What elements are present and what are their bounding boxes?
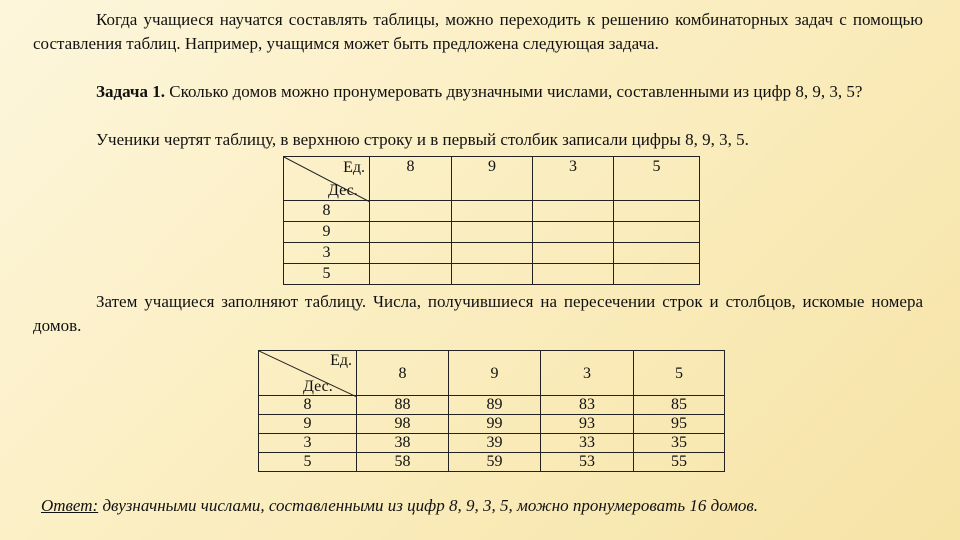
table-cell: 39	[449, 434, 541, 453]
table-cell: 35	[634, 434, 725, 453]
corner-cell	[284, 157, 370, 201]
fill-paragraph	[33, 290, 923, 338]
students-paragraph	[33, 128, 923, 152]
table-cell: 99	[449, 415, 541, 434]
table-cell	[452, 264, 533, 285]
table-cell: 89	[449, 396, 541, 415]
table-cell	[614, 222, 700, 243]
table-cell: 83	[541, 396, 634, 415]
column-header: 9	[452, 157, 533, 201]
column-header: 5	[634, 351, 725, 396]
students-text: Ученики чертят таблицу, в верхнюю строку и в первый столбик записали цифры 8, 9, 3, 5.	[96, 130, 749, 149]
fill-text: Затем учащиеся заполняют таблицу. Числа, получившиеся на пересечении строк и столбцов, искомые номера домов.	[33, 292, 923, 335]
table-cell: 53	[541, 453, 634, 472]
intro-paragraph	[33, 8, 923, 56]
table-cell	[614, 201, 700, 222]
table-cell: 98	[357, 415, 449, 434]
row-header: 3	[259, 434, 357, 453]
table-cell	[533, 243, 614, 264]
row-header: 5	[259, 453, 357, 472]
row-header: 9	[259, 415, 357, 434]
corner-units-label: Ед.	[343, 159, 365, 176]
row-header: 8	[284, 201, 370, 222]
table-cell	[370, 264, 452, 285]
table-cell: 58	[357, 453, 449, 472]
table-cell	[370, 222, 452, 243]
row-header: 8	[259, 396, 357, 415]
table-cell: 55	[634, 453, 725, 472]
table-cell	[533, 201, 614, 222]
table-cell: 95	[634, 415, 725, 434]
table-cell	[614, 264, 700, 285]
empty-table	[283, 156, 700, 285]
table-cell	[533, 264, 614, 285]
table-cell: 38	[357, 434, 449, 453]
column-header: 3	[541, 351, 634, 396]
filled-table	[258, 350, 725, 472]
corner-tens-label: Дес.	[303, 378, 333, 395]
corner-units-label: Ед.	[330, 352, 352, 369]
table-cell	[452, 243, 533, 264]
table-cell	[452, 222, 533, 243]
answer-line	[41, 496, 941, 516]
corner-cell	[259, 351, 357, 396]
corner-tens-label: Дес.	[328, 182, 358, 199]
table-cell: 59	[449, 453, 541, 472]
task-paragraph	[33, 80, 923, 104]
table-cell	[614, 243, 700, 264]
table-cell	[370, 201, 452, 222]
table-cell	[370, 243, 452, 264]
task-label: Задача 1.	[96, 82, 165, 101]
row-header: 5	[284, 264, 370, 285]
table-cell	[533, 222, 614, 243]
table-cell: 93	[541, 415, 634, 434]
column-header: 8	[370, 157, 452, 201]
table-cell: 33	[541, 434, 634, 453]
table-cell	[452, 201, 533, 222]
column-header: 3	[533, 157, 614, 201]
row-header: 3	[284, 243, 370, 264]
intro-text: Когда учащиеся научатся составлять таблицы, можно переходить к решению комбинаторных задач с помощью составления таблиц. Например, учащимся может быть предложена следующая задача.	[33, 10, 923, 53]
table-cell: 88	[357, 396, 449, 415]
column-header: 9	[449, 351, 541, 396]
row-header: 9	[284, 222, 370, 243]
column-header: 8	[357, 351, 449, 396]
answer-label: Ответ:	[41, 496, 99, 515]
answer-text: двузначными числами, составленными из цифр 8, 9, 3, 5, можно пронумеровать 16 домов.	[98, 496, 759, 515]
task-text: Сколько домов можно пронумеровать двузначными числами, составленными из цифр 8, 9, 3, 5?	[164, 82, 863, 101]
column-header: 5	[614, 157, 700, 201]
table-cell: 85	[634, 396, 725, 415]
